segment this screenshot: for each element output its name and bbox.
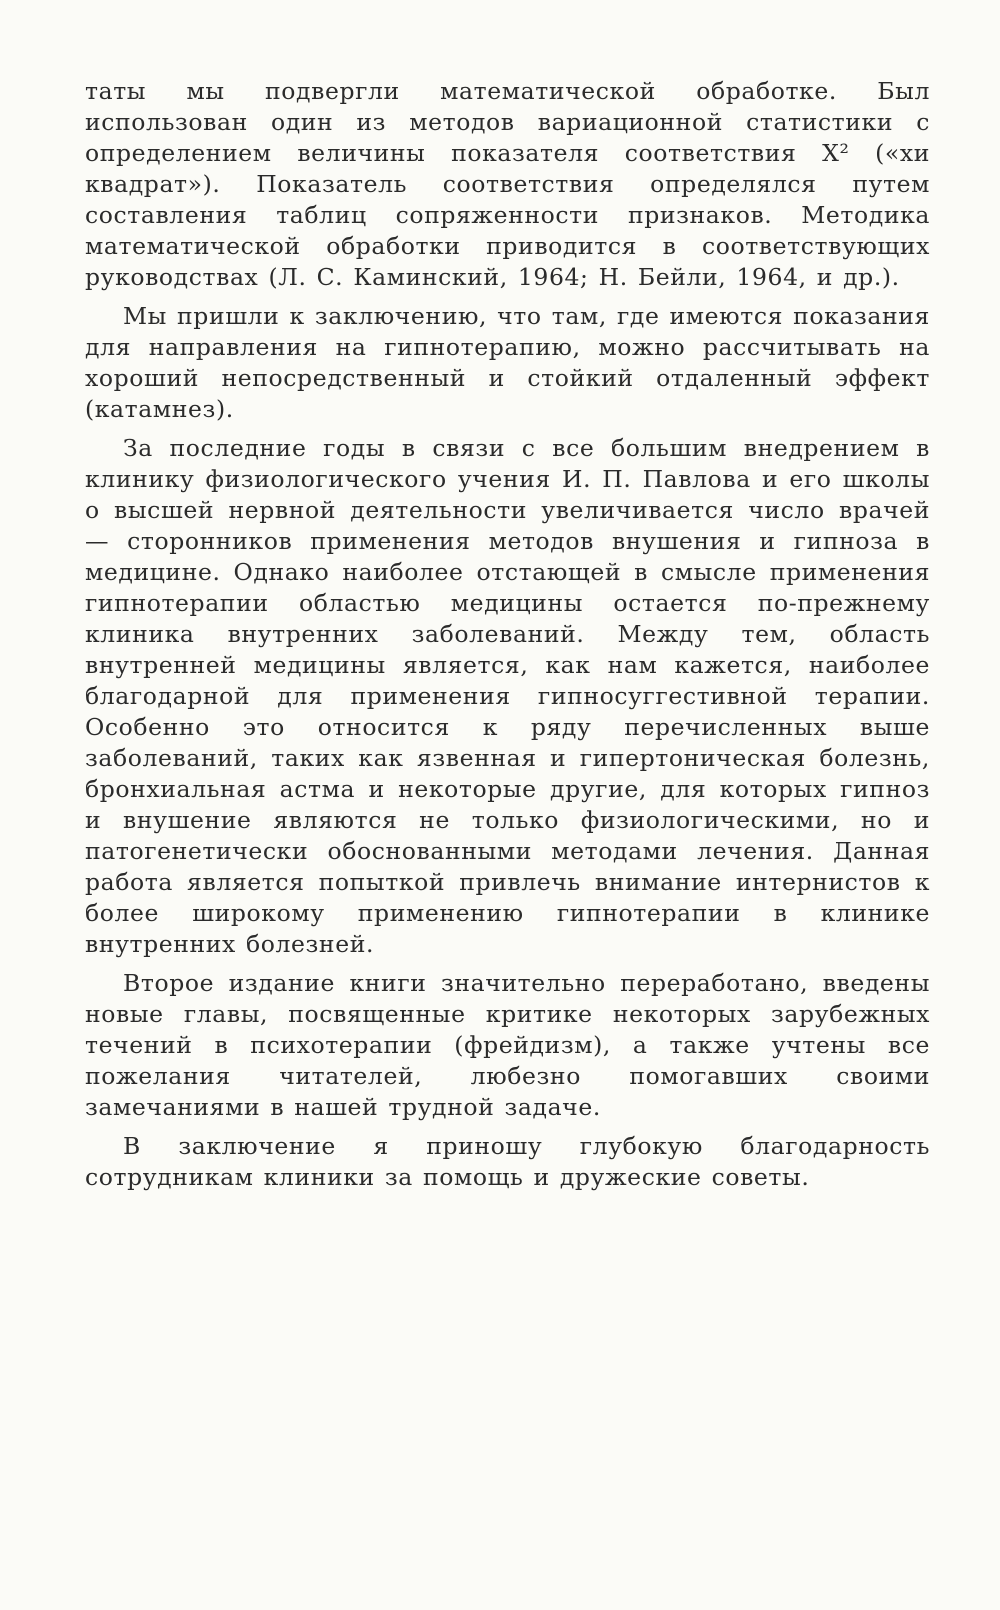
paragraph-conclusion-effect: Мы пришли к заключению, что там, где имеются показания для направления на гипнотерапию, можно рассчитывать на хороший непосредственный и стойкий отдаленный эффект (катамнез). (85, 302, 930, 423)
paragraph-second-edition: Второе издание книги значительно переработано, введены новые главы, посвященные критике некоторых зарубежных течений в психотерапии (фрейдизм), а также учтены все пожелания читателей, любезно помогавших своими замечаниями в нашей трудной задаче. (85, 969, 930, 1121)
paragraph-statistics-method: таты мы подвергли математической обработке. Был использован один из методов вариационной статистики с определением величины показателя соответствия X² («хи квадрат»). Показатель соответствия определялся путем составления таблиц сопряженности признаков. Методика математической обработки приводится в соответствующих руководствах (Л. С. Каминский, 1964; Н. Бейли, 1964, и др.). (85, 77, 930, 291)
paragraph-acknowledgements: В заключение я приношу глубокую благодарность сотрудникам клиники за помощь и дружеские советы. (85, 1132, 930, 1191)
document-page (85, 76, 930, 1201)
paragraph-hypnotherapy-in-medicine: За последние годы в связи с все большим внедрением в клинику физиологического учения И. П. Павлова и его школы о высшей нервной деятельности увеличивается число врачей — сторонников применения методов внушения и гипноза в медицине. Однако наиболее отстающей в смысле применения гипнотерапии областью медицины остается по-прежнему клиника внутренних заболеваний. Между тем, область внутренней медицины является, как нам кажется, наиболее благодарной для применения гипносуггестивной терапии. Особенно это относится к ряду перечисленных выше заболеваний, таких как язвенная и гипертоническая болезнь, бронхиальная астма и некоторые другие, для которых гипноз и внушение являются не только физиологическими, но и патогенетически обоснованными методами лечения. Данная работа является попыткой привлечь внимание интернистов к более широкому применению гипнотерапии в клинике внутренних болезней. (85, 434, 930, 958)
